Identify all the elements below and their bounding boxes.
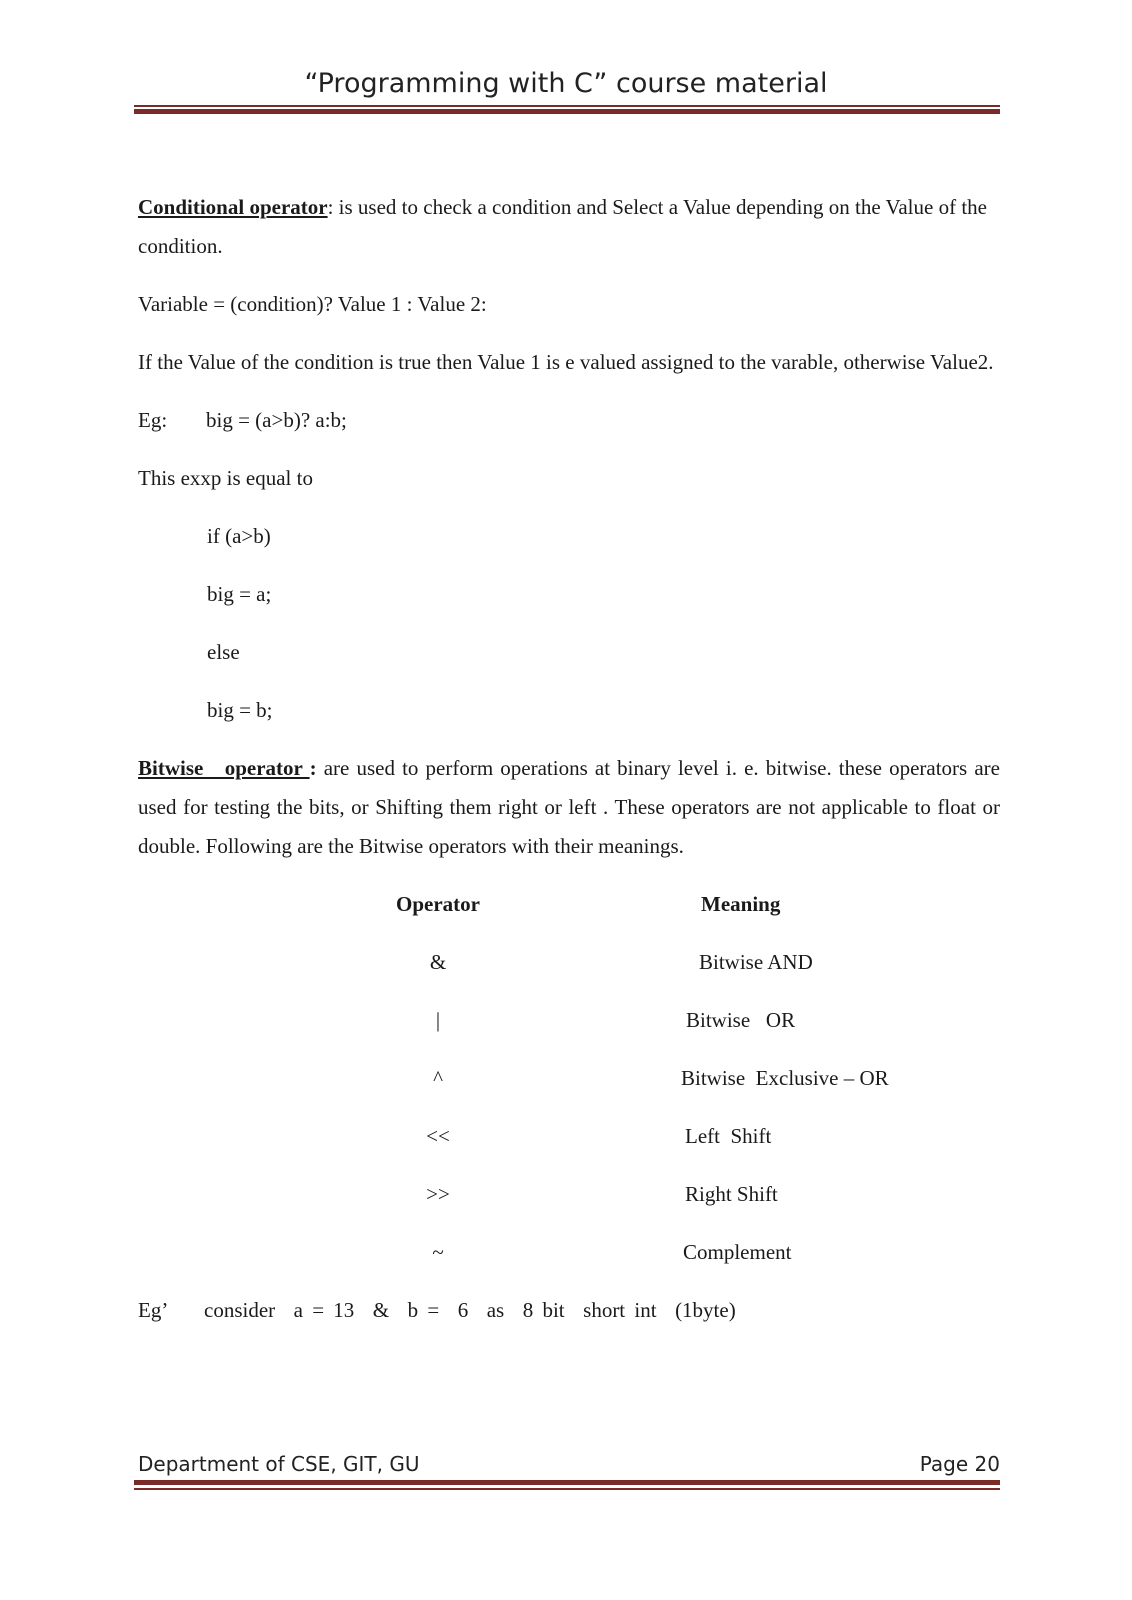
operator-cell: << bbox=[426, 1124, 450, 1148]
table-row bbox=[138, 1001, 1000, 1059]
operator-cell: & bbox=[429, 950, 447, 974]
header-rule-thick bbox=[134, 109, 1000, 114]
footer-rule-thick bbox=[134, 1480, 1000, 1485]
conditional-eg-label: Eg: bbox=[138, 408, 168, 432]
conditional-equal-text: This exxp is equal to bbox=[138, 466, 313, 490]
header-meaning: Meaning bbox=[701, 892, 781, 916]
bitwise-eg-text: consider a = 13 & b = 6 as 8 bit short int (1byte) bbox=[204, 1298, 736, 1322]
bitwise-colon: : bbox=[309, 756, 317, 780]
conditional-explain: If the Value of the condition is true then Value 1 is e valued assigned to the varable, otherwise Value2. bbox=[138, 350, 994, 374]
table-row bbox=[138, 943, 1000, 1001]
bitwise-example bbox=[138, 1291, 1000, 1330]
operator-cell: ^ bbox=[433, 1066, 443, 1090]
meaning-cell: Complement bbox=[683, 1240, 792, 1264]
table-row bbox=[138, 1117, 1000, 1175]
table-row bbox=[138, 1059, 1000, 1117]
conditional-intro: : is used to check a condition and Select a Value depending on the Value of the condition. bbox=[138, 195, 987, 258]
footer-rule-thin bbox=[134, 1488, 1000, 1490]
operator-cell: >> bbox=[426, 1182, 450, 1206]
operator-cell: | bbox=[435, 1008, 441, 1032]
conditional-paragraph bbox=[138, 188, 1000, 266]
conditional-term: Conditional operator bbox=[138, 195, 328, 219]
footer-page-number: Page 20 bbox=[919, 1452, 1000, 1476]
meaning-cell: Bitwise Exclusive – OR bbox=[681, 1066, 889, 1090]
conditional-syntax: Variable = (condition)? Value 1 : Value 2: bbox=[138, 292, 487, 316]
conditional-example bbox=[138, 401, 1000, 440]
operator-table bbox=[138, 885, 1000, 1291]
bitwise-eg-label: Eg’ bbox=[138, 1298, 169, 1322]
table-row bbox=[138, 1175, 1000, 1233]
meaning-cell: Right Shift bbox=[685, 1182, 778, 1206]
meaning-cell: Bitwise AND bbox=[699, 950, 813, 974]
header-rule-thin bbox=[134, 105, 1000, 107]
table-header-row bbox=[138, 885, 1000, 943]
header-operator: Operator bbox=[396, 892, 480, 916]
code-line: else bbox=[207, 640, 240, 664]
bitwise-paragraph bbox=[138, 749, 1000, 866]
code-line: big = b; bbox=[207, 698, 273, 722]
meaning-cell: Bitwise OR bbox=[686, 1008, 796, 1032]
code-line: big = a; bbox=[207, 582, 272, 606]
table-row bbox=[138, 1233, 1000, 1291]
bitwise-term: Bitwise operator bbox=[138, 756, 310, 780]
footer-department: Department of CSE, GIT, GU bbox=[138, 1452, 420, 1476]
conditional-eg-code: big = (a>b)? a:b; bbox=[206, 408, 347, 432]
page-content bbox=[138, 188, 1000, 1330]
page-header-title: “Programming with C” course material bbox=[304, 68, 828, 99]
meaning-cell: Left Shift bbox=[685, 1124, 772, 1148]
operator-cell: ~ bbox=[432, 1240, 444, 1264]
code-line: if (a>b) bbox=[207, 524, 271, 548]
bitwise-text: are used to perform operations at binary level i. e. bitwise. these operators are used for testing the bits, or Shifting them right or left . These operators are not applicable to float or double. Following are the Bitwise operators with their meanings. bbox=[138, 756, 1000, 858]
